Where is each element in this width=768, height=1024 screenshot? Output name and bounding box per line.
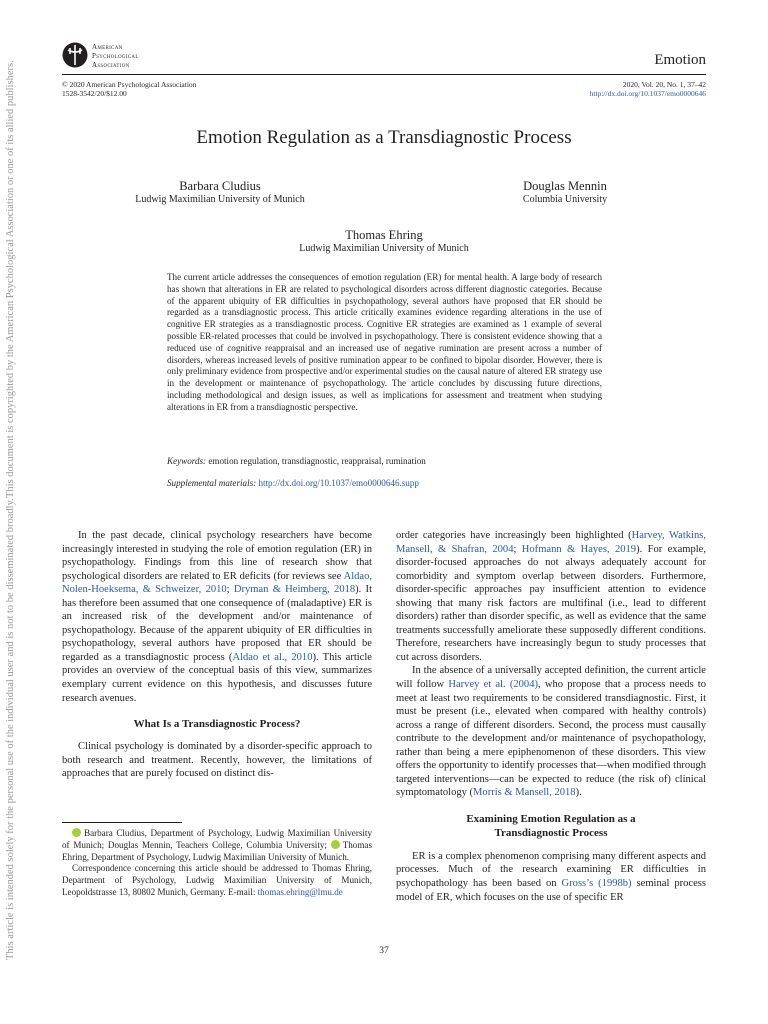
author-affiliation: Ludwig Maximilian University of Munich [299,243,469,254]
author-name: Barbara Cludius [179,179,261,193]
citation-link[interactable]: Aldao et al., 2010 [232,651,313,663]
article-title: Emotion Regulation as a Transdiagnostic Process [196,127,572,148]
publisher-wordmark: American Psychological Association [92,43,139,69]
citation-link[interactable]: Harvey, Watkins, Mansell, & Shafran, 2004 [396,530,706,555]
citation-link[interactable]: Morris & Mansell, 2018 [473,787,576,799]
publication-info [62,80,196,98]
orcid-icon[interactable] [72,828,81,837]
header-rule [62,74,706,75]
issn-line: 1528-3542/20/$12.00 [62,89,127,98]
email-link[interactable]: thomas.ehring@lmu.de [257,886,343,897]
author-affiliation: Columbia University [522,194,608,205]
footnote-correspondence: Correspondence concerning this article should be addressed to Thomas Ehring, Department of Psychology, Ludwig Maximilian University of Munich, Leopoldstrasse 13, 80802 Munich, Germany. E-mail: thomas.ehring@lmu.de [62,863,372,897]
page-number: 37 [379,946,389,956]
author-block [234,228,534,255]
side-note-line-1: This document is copyrighted by the American Psychological Association or one of its allied publishers. [5,60,16,498]
side-note-line-2: This article is intended solely for the personal use of the individual user and is not to be disseminated broadly. [5,497,16,960]
copyright-side-note [4,60,34,960]
copyright-line: © 2020 American Psychological Association [62,80,197,89]
citation-link[interactable]: Gross’s (1998b) [561,878,632,890]
citation-link[interactable]: Aldao, Nolen-Hoeksema, & Schweizer, 2010 [62,570,372,596]
author-affiliation: Ludwig Maximilian University of Munich [135,194,305,205]
author-block [440,179,690,206]
body-column-left [62,529,372,781]
author-name: Douglas Mennin [523,179,607,193]
paragraph: order categories have increasingly been highlighted (Harvey, Watkins, Mansell, & Shafran, 2004; Hofmann & Hayes, 2019). For example, disorder-focused approaches do not always adequately account for comorbidity and symptom overlap between disorders. Furthermore, disorder-specific approaches pay insufficient attention to evidence showing that many risk factors are multifinal (i.e., lead to different disorders) rather than disorder specific, as well as evidence that the same treatments successfully ameliorate these supposedly different conditions. Therefore, researchers have increasingly begun to study processes that cut across disorders. [396,530,706,663]
body-column-right [396,529,706,904]
supplemental-link[interactable]: http://dx.doi.org/10.1037/emo0000646.supp [258,478,419,488]
paragraph: In the absence of a universally accepted definition, the current article will follow Harvey et al. (2004), who propose that a process needs to meet at least two requirements to be considered transdiagnostic. First, it must be present (i.e., elevated when compared with healthy controls) across a range of different disorders. Second, the process must causally contribute to the development and/or maintenance of psychopathology, rather than being a mere epiphenomenon of these disorders. This view offers the opportunity to identify processes that—when modified through targeted interventions—can be expected to reduce (the risk of) clinical symptomatology (Morris & Mansell, 2018). [396,665,706,799]
citation-link[interactable]: Dryman & Heimberg, 2018 [233,584,356,596]
supplemental-label: Supplemental materials: [167,478,257,488]
section-heading: What Is a Transdiagnostic Process? [133,718,301,731]
abstract: The current article addresses the consequences of emotion regulation (ER) for mental health. A large body of research has shown that alterations in ER are related to psychological disorders across different diagnostic categories. Because of the apparent ubiquity of ER difficulties in psychopathology, several authors have proposed that ER should be regarded as a transdiagnostic process. This article critically examines evidence regarding alterations in the use of cognitive ER strategies as a transdiagnostic process. Cognitive ER strategies are examined as 1 example of several possible ER-related processes that could be involved in psychopathology. There is consistent evidence showing that a reduced use of cognitive reappraisal and an increased use of negative rumination are present across a number of disorders, whereas increased levels of positive rumination appear to be confined to bipolar disorder. However, there is only preliminary evidence from prospective and/or experimental studies on the causal nature of altered ER strategy use in the development or maintenance of psychopathology. The article concludes by discussing future directions, including methodological and design issues, as well as implications for assessment and treatment when studying alterations in ER from a transdiagnostic perspective. [167,272,602,412]
paragraph: Clinical psychology is dominated by a disorder-specific approach to both research and treatment. Recently, however, the limitations of approaches that are purely focused on distinct dis- [62,741,372,780]
citation-link[interactable]: Harvey et al. (2004) [448,679,538,691]
footnote-rule [62,822,182,823]
paragraph: ER is a complex phenomenon comprising many different aspects and processes. Much of the research examining ER difficulties in psychopathology has been based on Gross’s (1998b) seminal process model of ER, which focuses on the use of specific ER [396,850,706,903]
paragraph: In the past decade, clinical psychology researchers have become increasingly interested in studying the role of emotion regulation (ER) in psychopathology. Findings from this line of research show that psychological disorders are related to ER deficits (for reviews see Aldao, Nolen-Hoeksema, & Schweizer, 2010; Dryman & Heimberg, 2018). It has therefore been assumed that one consequence of (maladaptive) ER is an increased risk of the development and/or maintenance of psychopathology. Because of the apparent ubiquity of ER difficulties in psychopathology, several authors have proposed that ER should be regarded as a transdiagnostic process (Aldao et al., 2010). This article provides an overview of the conceptual basis of this view, summarizes exemplary current evidence on this hypothesis, and discusses future research avenues. [62,530,372,704]
doi-link[interactable]: http://dx.doi.org/10.1037/emo0000646 [589,89,706,98]
citation-info [590,80,706,98]
keywords-text: emotion regulation, transdiagnostic, reappraisal, rumination [208,456,426,466]
journal-name: Emotion [654,52,706,68]
keywords [167,455,602,467]
apa-logo-icon [62,42,88,68]
author-name: Thomas Ehring [345,228,423,242]
supplemental-materials [167,477,602,489]
author-note [62,828,372,899]
keywords-label: Keywords: [167,456,207,466]
footnote-affiliations: Barbara Cludius, Department of Psychology, Ludwig Maximilian University of Munich; Douglas Mennin, Teachers College, Columbia University; Thomas Ehring, Department of Psychology, Ludwig Maximilian University of Munich. [62,828,372,862]
citation-link[interactable]: Hofmann & Hayes, 2019 [521,543,637,555]
author-block [100,179,340,206]
citation-line: 2020, Vol. 20, No. 1, 37–42 [622,80,706,89]
section-heading: Examining Emotion Regulation as a Transdiagnostic Process [466,812,636,839]
orcid-icon[interactable] [331,840,340,849]
